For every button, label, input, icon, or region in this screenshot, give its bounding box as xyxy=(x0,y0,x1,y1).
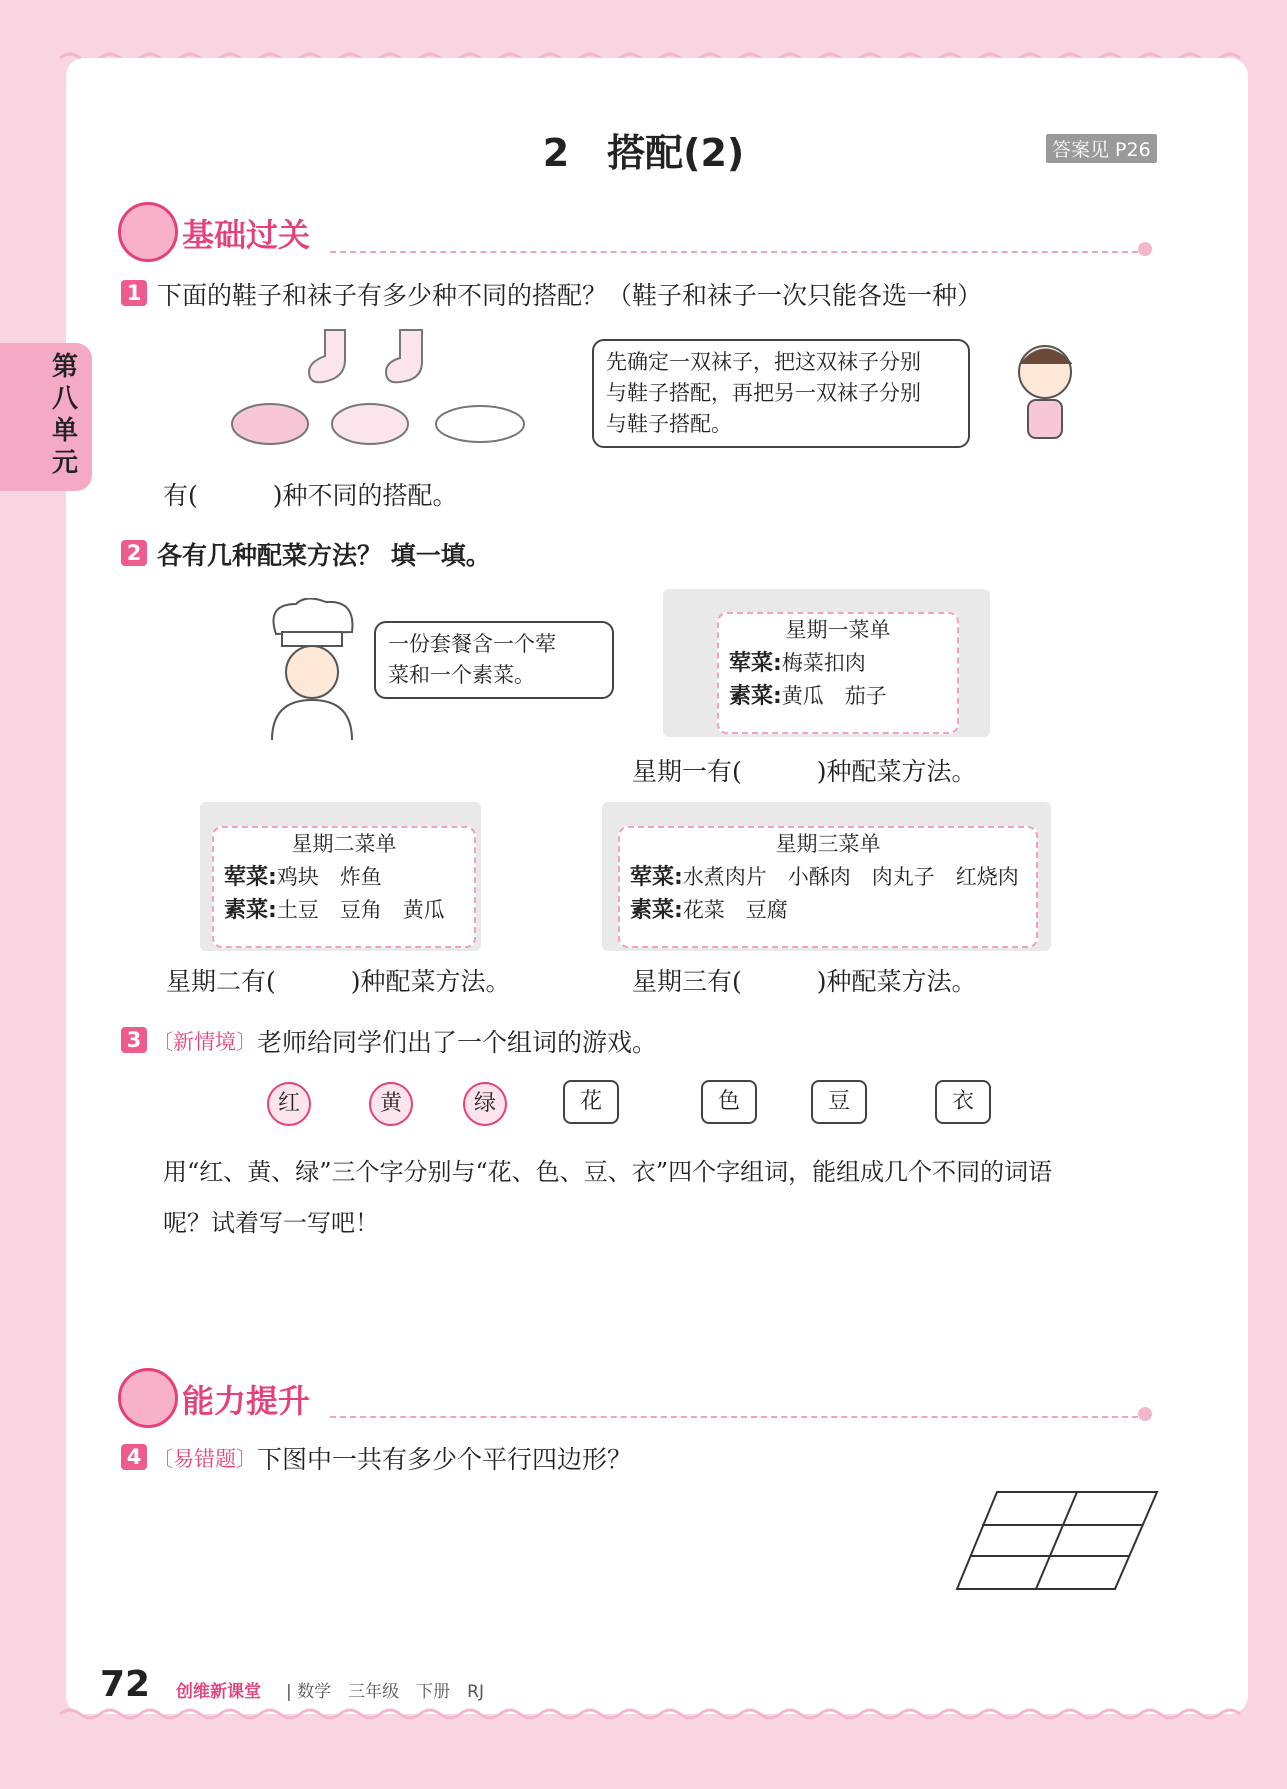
unit-side-tab-label: 第八单元 xyxy=(52,352,79,478)
menu-title: 星期三菜单 xyxy=(775,832,881,856)
menu-card-monday xyxy=(717,612,959,734)
question-tag: 〔新情境〕 xyxy=(152,1030,257,1054)
question-1-answer-line: 有( )种不同的搭配。 xyxy=(163,481,458,510)
answer-reference: 答案见 P26 xyxy=(1046,134,1157,163)
char-card: 衣 xyxy=(935,1080,991,1124)
parallelogram-figure xyxy=(955,1490,1160,1592)
footer-brand: 创维新课堂 xyxy=(176,1682,261,1702)
bubble-line: 菜和一个素菜。 xyxy=(388,663,535,687)
tuesday-answer-line: 星期二有( )种配菜方法。 xyxy=(166,967,511,996)
wednesday-answer-line: 星期三有( )种配菜方法。 xyxy=(632,967,977,996)
question-3-body-line1: 用“红、黄、绿”三个字分别与“花、色、豆、衣”四个字组词，能组成几个不同的词语 xyxy=(163,1158,1053,1186)
meat-dishes: 鸡块 炸鱼 xyxy=(276,865,382,889)
unit-side-tab xyxy=(0,343,92,491)
section-heading-advanced: 能力提升 xyxy=(182,1382,311,1420)
monkey-avatar-icon xyxy=(118,202,178,262)
girl-character-illustration xyxy=(1000,334,1090,444)
section-heading-basic: 基础过关 xyxy=(182,216,311,254)
question-4-text: 下图中一共有多少个平行四边形？ xyxy=(257,1445,633,1474)
veg-dishes: 土豆 豆角 黄瓜 xyxy=(276,898,445,922)
question-number: 1 xyxy=(121,280,147,306)
meat-dishes: 梅菜扣肉 xyxy=(781,651,866,675)
char-circle: 绿 xyxy=(463,1082,507,1126)
question-number: 3 xyxy=(121,1027,147,1053)
shoes-and-socks-illustration xyxy=(230,326,530,456)
char-card: 豆 xyxy=(811,1080,867,1124)
question-number: 4 xyxy=(121,1444,147,1470)
dot-decoration-icon xyxy=(1138,242,1152,256)
page-number: 72 xyxy=(100,1664,151,1705)
veg-label: 素菜: xyxy=(224,898,277,923)
char-card: 花 xyxy=(563,1080,619,1124)
meat-label: 荤菜: xyxy=(729,651,782,676)
footer-info: | 数学 三年级 下册 RJ xyxy=(286,1682,484,1702)
section-divider xyxy=(330,1416,1138,1418)
menu-card-wednesday xyxy=(618,826,1038,948)
veg-label: 素菜: xyxy=(729,684,782,709)
section-divider xyxy=(330,251,1138,253)
page-title: 2 搭配(2) xyxy=(542,131,745,175)
hint-speech-bubble xyxy=(592,339,970,448)
bottom-wave-border xyxy=(60,1706,1250,1722)
char-circle: 红 xyxy=(267,1082,311,1126)
dot-decoration-icon xyxy=(1138,1407,1152,1421)
question-3-body-line2: 呢？试着写一写吧！ xyxy=(163,1209,379,1237)
meat-label: 荤菜: xyxy=(630,865,683,890)
question-number: 2 xyxy=(121,540,147,566)
chef-character-illustration xyxy=(262,598,362,740)
menu-title: 星期一菜单 xyxy=(785,618,891,642)
question-tag: 〔易错题〕 xyxy=(152,1447,257,1471)
monkey-avatar-icon xyxy=(118,1368,178,1428)
menu-card-tuesday xyxy=(212,826,476,948)
bubble-line: 与鞋子搭配，再把另一双袜子分别 xyxy=(606,381,921,405)
meat-label: 荤菜: xyxy=(224,865,277,890)
veg-dishes: 黄瓜 茄子 xyxy=(781,684,887,708)
veg-dishes: 花菜 豆腐 xyxy=(682,898,788,922)
question-1-text: 下面的鞋子和袜子有多少种不同的搭配？（鞋子和袜子一次只能各选一种） xyxy=(157,281,983,310)
question-3-text: 老师给同学们出了一个组词的游戏。 xyxy=(257,1028,658,1057)
meat-dishes: 水煮肉片 小酥肉 肉丸子 红烧肉 xyxy=(682,865,1019,889)
bubble-line: 一份套餐含一个荤 xyxy=(388,632,556,656)
question-2-text: 各有几种配菜方法？ 填一填。 xyxy=(157,541,491,570)
bubble-line: 先确定一双袜子，把这双袜子分别 xyxy=(606,350,921,374)
chef-speech-bubble xyxy=(374,621,614,699)
veg-label: 素菜: xyxy=(630,898,683,923)
monday-answer-line: 星期一有( )种配菜方法。 xyxy=(632,757,977,786)
char-circle: 黄 xyxy=(369,1082,413,1126)
menu-title: 星期二菜单 xyxy=(291,832,397,856)
bubble-line: 与鞋子搭配。 xyxy=(606,412,732,436)
char-card: 色 xyxy=(701,1080,757,1124)
